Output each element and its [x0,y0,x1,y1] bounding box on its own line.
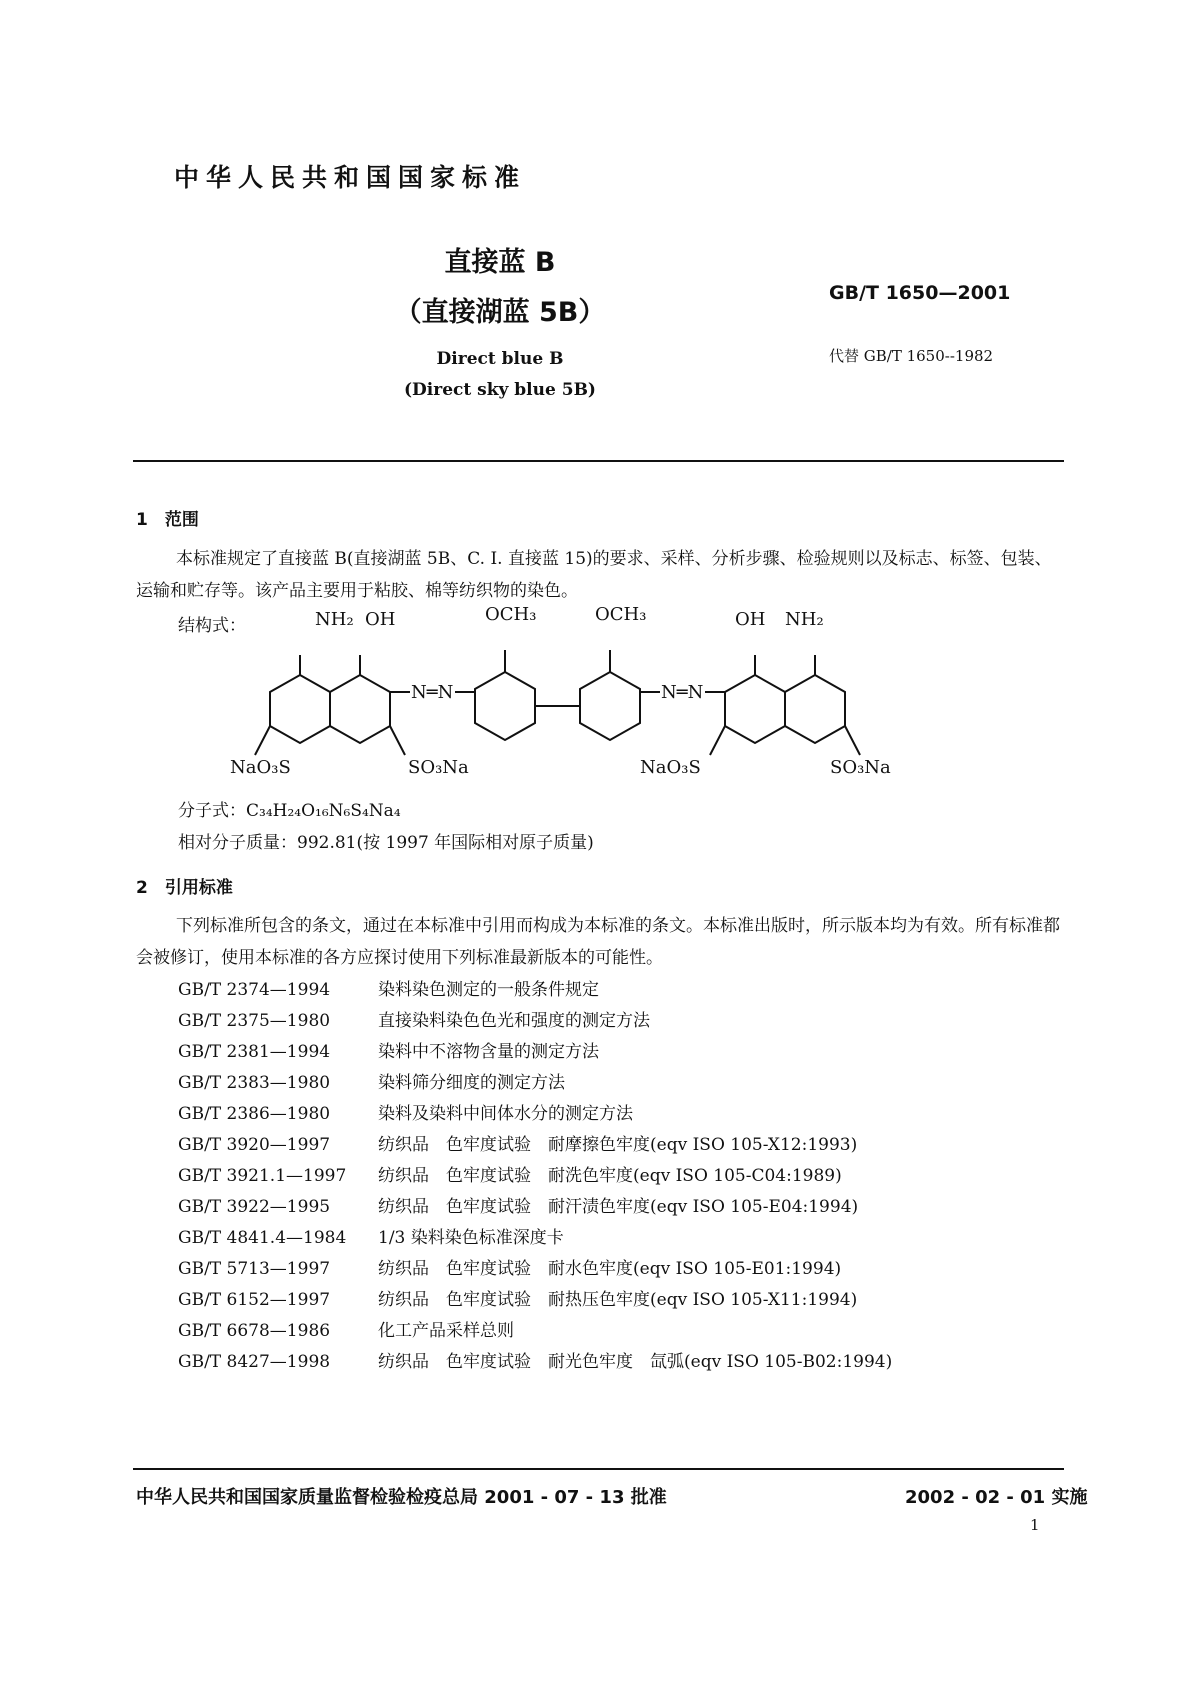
reference-title: 染料染色测定的一般条件规定 [378,980,599,1000]
struct-och3-right: OCH₃ [595,605,647,625]
reference-title: 纺织品 色牢度试验 耐摩擦色牢度(eqv ISO 105-X12:1993) [378,1135,858,1155]
structure-label: 结构式： [178,616,246,636]
struct-so3na-left: SO₃Na [408,757,469,778]
reference-code: GB/T 2386—1980 [178,1104,331,1124]
subtitle-chinese: （直接湖蓝 5B） [394,297,606,328]
reference-title: 纺织品 色牢度试验 耐汗渍色牢度(eqv ISO 105-E04:1994) [378,1197,859,1217]
subtitle-english: (Direct sky blue 5B) [404,380,596,400]
approval-line: 中华人民共和国国家质量监督检验检疫总局 2001 - 07 - 13 批准 [136,1487,667,1508]
reference-item [178,1037,892,1068]
struct-oh-left: OH [365,609,396,630]
reference-title: 直接染料染色色光和强度的测定方法 [378,1011,650,1031]
bottom-divider [133,1468,1064,1470]
reference-item [178,1285,892,1316]
reference-item [178,1068,892,1099]
reference-title: 染料中不溶物含量的测定方法 [378,1042,599,1062]
structural-formula [230,605,960,785]
reference-item [178,1099,892,1130]
reference-item [178,1347,892,1378]
reference-title: 染料筛分细度的测定方法 [378,1073,565,1093]
reference-title: 纺织品 色牢度试验 耐热压色牢度(eqv ISO 105-X11:1994) [378,1290,858,1310]
reference-code: GB/T 2383—1980 [178,1073,331,1093]
title-chinese: 直接蓝 B [444,247,556,278]
reference-code: GB/T 2375—1980 [178,1011,331,1031]
left-ring-a [270,675,330,743]
standard-number: GB/T 1650—2001 [829,282,1011,304]
reference-item [178,1006,892,1037]
effective-date: 2002 - 02 - 01 实施 [905,1487,1088,1508]
reference-title: 化工产品采样总则 [378,1321,514,1341]
middle-ring-b [580,672,640,740]
section-1-heading: 1 范围 [136,510,199,530]
reference-title: 纺织品 色牢度试验 耐光色牢度 氙弧(eqv ISO 105-B02:1994) [378,1352,893,1372]
reference-item [178,1161,892,1192]
struct-nao3s-right: NaO₃S [640,757,701,778]
reference-item [178,1316,892,1347]
reference-code: GB/T 8427—1998 [178,1352,331,1372]
reference-code: GB/T 3920—1997 [178,1135,331,1155]
reference-code: GB/T 5713—1997 [178,1259,331,1279]
molecular-formula: 分子式：C₃₄H₂₄O₁₆N₆S₄Na₄ [178,801,401,821]
reference-code: GB/T 2374—1994 [178,980,331,1000]
left-ring-b [330,675,390,743]
reference-title: 纺织品 色牢度试验 耐水色牢度(eqv ISO 105-E01:1994) [378,1259,842,1279]
section-2-heading: 2 引用标准 [136,878,233,898]
reference-item [178,1223,892,1254]
reference-code: GB/T 3922—1995 [178,1197,331,1217]
reference-title: 1/3 染料染色标准深度卡 [378,1228,564,1248]
reference-list [178,975,892,1378]
struct-och3-left: OCH₃ [485,605,537,625]
header-organization: 中华人民共和国国家标准 [173,163,526,192]
reference-item [178,1130,892,1161]
section-2-paragraph: 下列标准所包含的条文，通过在本标准中引用而构成为本标准的条文。本标准出版时，所示版本均为有效。所有标准都会被修订，使用本标准的各方应探讨使用下列标准最新版本的可能性。 [136,916,1060,968]
molecular-mass: 相对分子质量：992.81(按 1997 年国际相对原子质量) [178,833,594,853]
middle-ring-a [475,672,535,740]
struct-azo-left: N═N [411,682,454,703]
replaces-standard: 代替 GB/T 1650--1982 [829,347,994,365]
struct-so3na-right: SO₃Na [830,757,891,778]
reference-code: GB/T 2381—1994 [178,1042,331,1062]
right-ring-a [725,675,785,743]
reference-code: GB/T 6678—1986 [178,1321,331,1341]
struct-nao3s-left: NaO₃S [230,757,291,778]
reference-item [178,1254,892,1285]
reference-code: GB/T 3921.1—1997 [178,1166,347,1186]
reference-code: GB/T 4841.4—1984 [178,1228,347,1248]
top-divider [133,460,1064,462]
reference-item [178,975,892,1006]
struct-azo-right: N═N [661,682,704,703]
reference-item [178,1192,892,1223]
title-english: Direct blue B [436,349,564,369]
struct-nh2-right: NH₂ [785,609,824,630]
page-number: 1 [1030,1516,1040,1534]
section-1-paragraph: 本标准规定了直接蓝 B(直接湖蓝 5B、C. I. 直接蓝 15)的要求、采样、分析步骤、检验规则以及标志、标签、包装、运输和贮存等。该产品主要用于粘胶、棉等纺织物的染色。 [136,549,1052,601]
reference-code: GB/T 6152—1997 [178,1290,331,1310]
right-ring-b [785,675,845,743]
struct-oh-right: OH [735,609,766,630]
struct-nh2-left: NH₂ [315,609,354,630]
reference-title: 染料及染料中间体水分的测定方法 [378,1104,633,1124]
reference-title: 纺织品 色牢度试验 耐洗色牢度(eqv ISO 105-C04:1989) [378,1166,842,1186]
